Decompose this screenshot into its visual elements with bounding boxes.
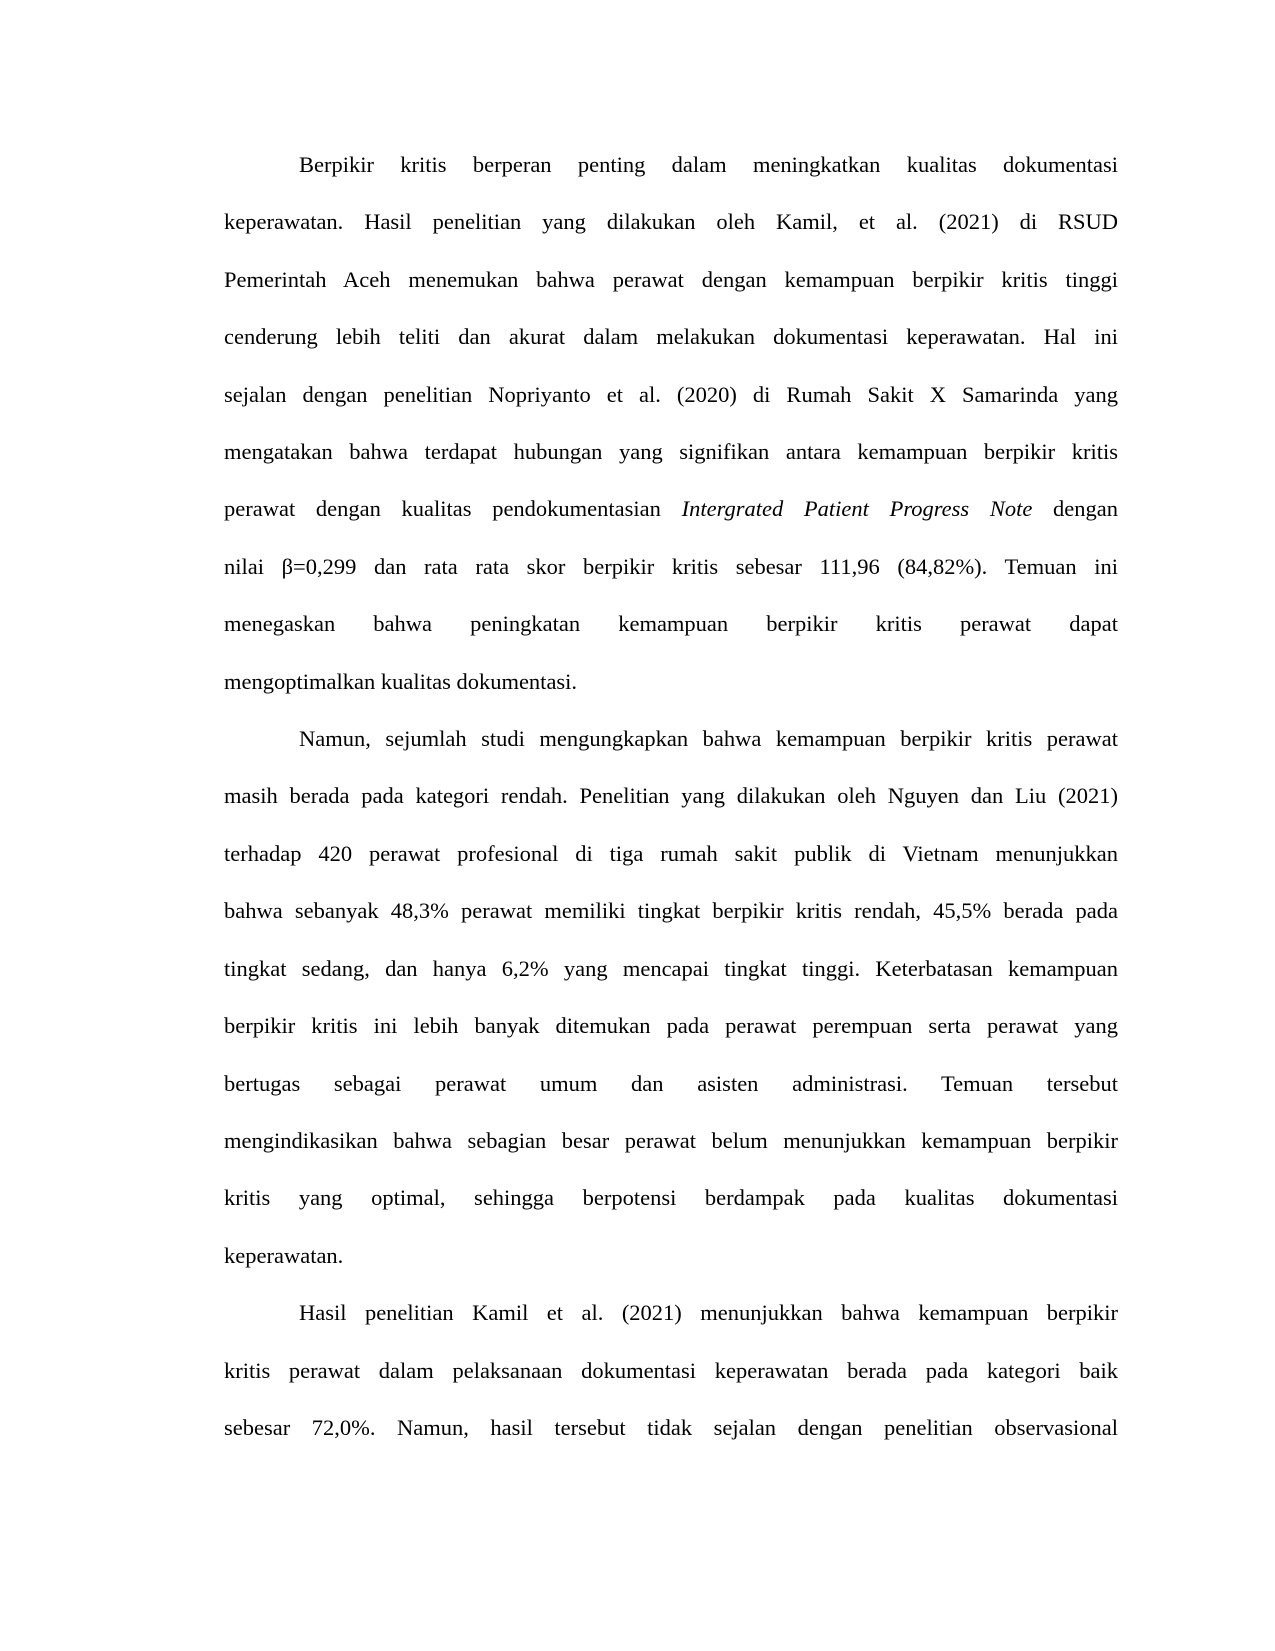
text-line: bahwa sebanyak 48,3% perawat memiliki tingkat berpikir kritis rendah, 45,5% berada pada (224, 898, 1118, 924)
page-text-block (224, 136, 1118, 1456)
text-line: masih berada pada kategori rendah. Penelitian yang dilakukan oleh Nguyen dan Liu (2021) (224, 783, 1118, 809)
italic-term: Intergrated Patient Progress Note (681, 496, 1033, 522)
text-line: berpikir kritis ini lebih banyak ditemukan pada perawat perempuan serta perawat yang (224, 1013, 1118, 1039)
text-line: keperawatan. Hasil penelitian yang dilakukan oleh Kamil, et al. (2021) di RSUD (224, 209, 1118, 235)
text-line: mengindikasikan bahwa sebagian besar perawat belum menunjukkan kemampuan berpikir (224, 1127, 1118, 1153)
text-line: mengatakan bahwa terdapat hubungan yang signifikan antara kemampuan berpikir kritis (224, 439, 1118, 465)
text-line: menegaskan bahwa peningkatan kemampuan berpikir kritis perawat dapat (224, 611, 1118, 637)
text-line: kritis perawat dalam pelaksanaan dokumentasi keperawatan berada pada kategori baik (224, 1357, 1118, 1383)
text-line: mengoptimalkan kualitas dokumentasi. (224, 668, 578, 694)
text-line: terhadap 420 perawat profesional di tiga rumah sakit publik di Vietnam menunjukkan (224, 840, 1118, 866)
text-line: kritis yang optimal, sehingga berpotensi berdampak pada kualitas dokumentasi (224, 1185, 1118, 1211)
text-segment: perawat dengan kualitas pendokumentasian (224, 496, 661, 522)
text-line: sebesar 72,0%. Namun, hasil tersebut tidak sejalan dengan penelitian observasional (224, 1414, 1118, 1440)
text-line: tingkat sedang, dan hanya 6,2% yang mencapai tingkat tinggi. Keterbatasan kemampuan (224, 955, 1118, 981)
text-line: bertugas sebagai perawat umum dan asisten administrasi. Temuan tersebut (224, 1070, 1118, 1096)
text-line: Berpikir kritis berperan penting dalam meningkatkan kualitas dokumentasi (299, 152, 1118, 177)
text-line: keperawatan. (224, 1242, 344, 1268)
text-line (224, 480, 1118, 537)
text-line: nilai β=0,299 dan rata rata skor berpikir kritis sebesar 111,96 (84,82%). Temuan ini (224, 553, 1118, 579)
text-line: cenderung lebih teliti dan akurat dalam melakukan dokumentasi keperawatan. Hal ini (224, 324, 1118, 350)
text-line: Hasil penelitian Kamil et al. (2021) menunjukkan bahwa kemampuan berpikir (299, 1300, 1118, 1326)
text-line: sejalan dengan penelitian Nopriyanto et al. (2020) di Rumah Sakit X Samarinda yang (224, 381, 1118, 407)
text-segment: dengan (1053, 496, 1119, 522)
text-line: Pemerintah Aceh menemukan bahwa perawat dengan kemampuan berpikir kritis tinggi (224, 266, 1118, 292)
text-line: Namun, sejumlah studi mengungkapkan bahwa kemampuan berpikir kritis perawat (299, 726, 1118, 752)
